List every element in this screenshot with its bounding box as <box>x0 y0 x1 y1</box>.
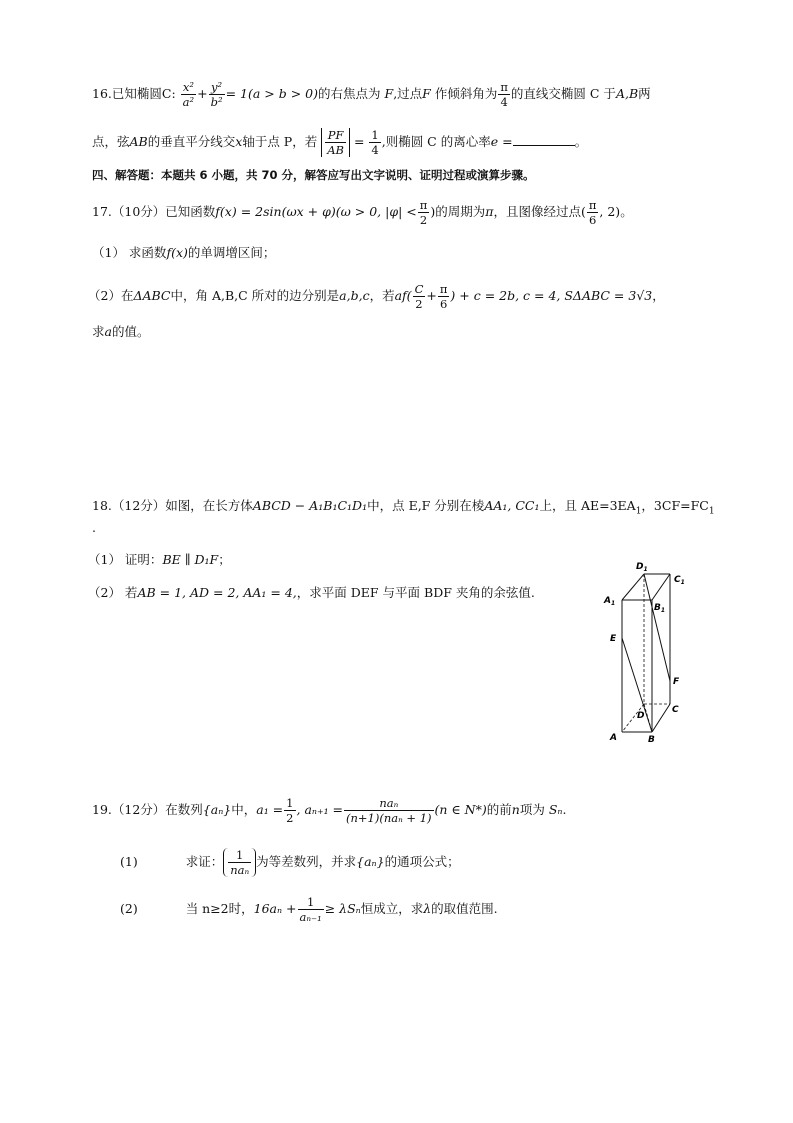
frac-pi-6b <box>438 282 450 311</box>
text: 16.已知椭圆 <box>92 86 162 101</box>
brace-set <box>223 848 256 877</box>
text: （1） 证明： <box>88 552 163 567</box>
num: x² <box>181 80 196 95</box>
text: ； <box>218 552 231 567</box>
label-c1: $C_1$ <box>674 575 685 586</box>
text: = <box>353 134 365 149</box>
den: naₙ <box>230 863 250 877</box>
den: 6 <box>588 213 597 227</box>
text: （1） 求函数 <box>92 245 167 260</box>
text: ΔABC <box>133 288 171 303</box>
text: F <box>422 86 431 101</box>
text: f(x) <box>166 245 188 260</box>
den: 2 <box>286 811 294 825</box>
text: 的周期为 <box>435 204 486 219</box>
num: π <box>439 282 448 296</box>
den: 2 <box>419 213 428 227</box>
den: 4 <box>500 95 508 109</box>
segment-d1f <box>644 574 670 681</box>
q16-line1: 16.已知椭圆C: $\frac{\text{x²}}{\text{a²}}$ + $\frac{\text{y²}}{\text{b²}}$ = 1(a > b > 0)的右焦点为 F,过点F 作倾斜角为 $\frac{\pi}{4}$ 的直线交椭圆 C 于A,B两 <box>92 80 651 109</box>
text: 的取值范围. <box>431 901 498 916</box>
q17-part1 <box>92 243 275 263</box>
text: A,B <box>615 86 639 101</box>
text: ,过点 <box>393 86 423 101</box>
cuboid-figure <box>600 560 690 745</box>
text: 轴于点 P，若 <box>242 134 318 149</box>
text: （2）在 <box>88 288 134 303</box>
text: AB = 1, AD = 2, AA₁ = 4, <box>137 585 297 600</box>
frac-c-2 <box>413 282 426 311</box>
den: 2 <box>415 297 423 311</box>
num: π <box>588 198 597 212</box>
text: π <box>485 204 494 219</box>
text: 当 n≥2时， <box>185 901 254 916</box>
section-heading: 四、解答题：本题共 6 小题，共 70 分，解答应写出文字说明、证明过程或演算步骤。 <box>92 168 535 182</box>
text: 中，点 E,F 分别在棱 <box>367 498 485 513</box>
text: 。 <box>620 204 633 219</box>
edge <box>622 574 644 600</box>
text: C: <box>161 86 176 101</box>
text: 作倾斜角为 <box>434 86 498 101</box>
text: 。 <box>574 134 588 149</box>
q18-part2 <box>88 583 535 603</box>
text: 恒成立，求 <box>360 901 424 916</box>
label-d1: $D_1$ <box>636 562 648 573</box>
edge <box>652 574 670 600</box>
text: (n ∈ N*) <box>434 802 487 817</box>
q17-part2-cont <box>92 322 149 342</box>
abs-ratio <box>321 128 350 157</box>
q18-dot: . <box>92 520 96 535</box>
num: naₙ <box>344 796 434 811</box>
q17-line1 <box>92 198 633 227</box>
text: 求证： <box>185 854 224 869</box>
text: {aₙ} <box>356 854 385 869</box>
num: PF <box>325 128 346 143</box>
num: 1 <box>371 128 379 142</box>
frac-pf-ab <box>325 128 346 157</box>
label-a: A <box>610 733 617 743</box>
text: AA₁, CC₁ <box>484 498 540 513</box>
label-f: F <box>673 677 680 687</box>
label-a1: $A_1$ <box>604 596 616 607</box>
text: ，且图像经过点 <box>493 204 581 219</box>
num: 1 <box>286 796 294 810</box>
frac-pi-4 <box>498 80 510 109</box>
text: , aₙ₊₁ = <box>296 802 344 817</box>
text: 中，角 A,B,C 所对的边分别是 <box>170 288 340 303</box>
frac-1-nan <box>228 848 251 877</box>
edge <box>652 704 670 732</box>
text: e = <box>490 134 513 149</box>
q17-part2 <box>88 282 665 311</box>
text: n <box>511 802 520 817</box>
text: 18.（12分）如图，在长方体 <box>92 498 253 513</box>
label-b1: $B_1$ <box>654 603 666 614</box>
text: 16aₙ + <box>253 901 297 916</box>
frac-recurrence <box>344 796 434 825</box>
text: 点，弦 <box>92 134 130 149</box>
text: ，若 <box>369 288 395 303</box>
label-c: C <box>672 705 679 715</box>
subscript: 1 <box>635 506 642 517</box>
den: 4 <box>371 143 379 157</box>
q18-line1 <box>92 496 715 522</box>
den: a² <box>182 95 195 109</box>
num: 1 <box>298 895 324 910</box>
text: x <box>235 134 243 149</box>
text: 的垂直平分线交 <box>147 134 236 149</box>
text: BE ∥ D₁F <box>162 552 219 567</box>
text: + <box>426 288 437 303</box>
text: 中， <box>231 802 257 817</box>
frac-y2-b2 <box>209 80 225 109</box>
den: aₙ₋₁ <box>299 910 322 924</box>
num: π <box>419 198 428 212</box>
text: {aₙ} <box>202 802 232 817</box>
text: ， <box>652 288 665 303</box>
text: a,b,c <box>339 288 370 303</box>
text: 为等差数列，并求 <box>256 854 357 869</box>
q19-line1 <box>92 796 566 825</box>
num: π <box>500 80 508 94</box>
text: AB <box>129 134 148 149</box>
subscript: 1 <box>708 506 715 517</box>
text: 求 <box>92 324 105 339</box>
text: 17.（10分）已知函数 <box>92 204 216 219</box>
text: 19.（12分）在数列 <box>92 802 203 817</box>
label-d: D <box>637 711 645 721</box>
text: 的值。 <box>111 324 150 339</box>
text: 的通项公式； <box>384 854 460 869</box>
text: ,则椭圆 C 的离心率 <box>381 134 491 149</box>
frac-1-4 <box>369 128 380 157</box>
q18-part1 <box>88 550 231 570</box>
text: ABCD − A₁B₁C₁D₁ <box>252 498 368 513</box>
text: 的直线交椭圆 C 于 <box>510 86 616 101</box>
num: y² <box>209 80 225 95</box>
den: (n+1)(naₙ + 1) <box>346 811 432 825</box>
text: λ <box>423 901 432 916</box>
frac-pi-2 <box>418 198 430 227</box>
frac-1-2 <box>284 796 295 825</box>
frac-1-anm1 <box>298 895 324 924</box>
text: a <box>104 324 112 339</box>
frac-x2-a2 <box>181 80 196 109</box>
text: 两 <box>638 86 651 101</box>
den: 6 <box>439 297 448 311</box>
text: (1) <box>120 854 138 869</box>
text: ( <box>580 204 586 219</box>
q16-line2 <box>92 128 587 157</box>
text: af( <box>394 288 412 303</box>
text: f(x) = 2sin(ωx + φ)(ω > 0, |φ| < <box>215 204 417 219</box>
den: b² <box>210 95 223 109</box>
text: Sₙ <box>548 802 563 817</box>
q19-part2 <box>120 895 498 924</box>
text: ≥ λSₙ <box>324 901 361 916</box>
answer-blank <box>513 133 575 146</box>
text: ) + c = 2b, c = 4, SΔABC = 3√3 <box>450 288 653 303</box>
text: (2) <box>120 901 138 916</box>
num: 1 <box>228 848 251 863</box>
text: 的单调增区间； <box>187 245 276 260</box>
text: 上，且 AE=3EA <box>539 498 636 513</box>
text: 的前 <box>486 802 512 817</box>
label-b: B <box>648 735 655 745</box>
text: , 2) <box>599 204 621 219</box>
text: ，3CF=FC <box>641 498 709 513</box>
q19-part1 <box>120 848 460 877</box>
text: ，求平面 DEF 与平面 BDF 夹角的余弦值. <box>296 585 535 600</box>
text: 项为 <box>519 802 545 817</box>
text: = 1(a > b > 0) <box>225 86 318 101</box>
text: ) <box>430 204 436 219</box>
num: C <box>414 282 424 296</box>
text: a₁ = <box>256 802 284 817</box>
label-e: E <box>610 634 617 644</box>
text: . <box>562 802 567 817</box>
den: AB <box>327 143 344 157</box>
text: （2） 若 <box>88 585 138 600</box>
text: 的右焦点为 <box>318 86 381 101</box>
text: F <box>384 86 394 101</box>
frac-pi-6 <box>587 198 599 227</box>
